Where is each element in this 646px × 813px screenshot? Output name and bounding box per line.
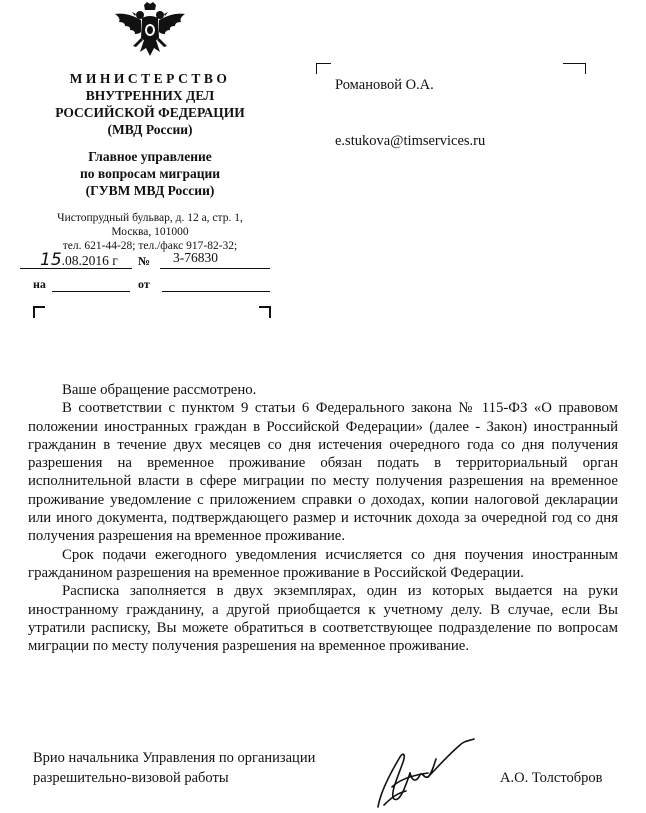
addressee-right-corner-mark	[563, 63, 586, 74]
number-underline	[160, 268, 270, 269]
ministry-name-line-2: ВНУТРЕННИХ ДЕЛ	[85, 88, 215, 103]
date-underline	[20, 268, 132, 269]
signatory-title-line-2: разрешительно-визовой работы	[33, 770, 229, 786]
document-number: 3-76830	[173, 250, 218, 265]
department-name-line-1: Главное управление	[88, 149, 212, 164]
body-paragraph-3: Срок подачи ежегодного уведомления исчисляется со дня поучения иностранным гражданином разрешения на временное проживание в Российской Федерации.	[28, 546, 618, 581]
document-date	[40, 250, 118, 270]
recipient-email: e.stukova@timservices.ru	[335, 133, 486, 149]
body-paragraph-1: Ваше обращение рассмотрено.	[62, 382, 257, 398]
department-name-line-2: по вопросам миграции	[79, 166, 221, 181]
recipient-name: Романовой О.А.	[335, 77, 434, 93]
addressee-left-corner-mark	[316, 63, 331, 74]
signatory-name: А.О. Толстобров	[500, 770, 603, 786]
address-line-3: тел. 621-44-28; тел./факс 917-82-32;	[62, 240, 238, 252]
right-corner-mark	[259, 306, 271, 318]
reference-na-label: на	[33, 277, 46, 291]
date-day-handwritten: 15	[40, 250, 62, 270]
body-paragraph-4: Расписка заполняется в двух экземплярах, один из которых выдается на руки иностранному гражданину, а другой приобщается к учетному делу. В случае, если Вы утратили расписку, Вы можете обратиться в соответствующее подразделение по вопросам миграции по месту получения разрешения на временное проживание.	[28, 583, 618, 655]
handwritten-signature-icon	[370, 735, 480, 813]
reference-ot-label: от	[138, 277, 150, 291]
address-line-1: Чистопрудный бульвар, д. 12 а, стр. 1,	[57, 212, 243, 224]
number-label: №	[138, 254, 151, 268]
reference-na-line	[52, 291, 130, 292]
ministry-name-line-1: МИНИСТЕРСТВО	[69, 71, 231, 86]
signatory-title-line-1: Врио начальника Управления по организации	[33, 750, 316, 766]
ministry-abbreviation: (МВД России)	[107, 122, 193, 137]
letter-body	[28, 381, 618, 655]
address-line-2: Москва, 101000	[111, 226, 189, 238]
ministry-name-line-3: РОССИЙСКОЙ ФЕДЕРАЦИИ	[55, 105, 245, 120]
reference-ot-line	[162, 291, 270, 292]
double-headed-eagle-emblem-icon	[113, 2, 187, 64]
date-month-year: .08.2016 г	[61, 253, 118, 268]
left-corner-mark	[33, 306, 45, 318]
department-abbreviation: (ГУВМ МВД России)	[85, 183, 215, 198]
body-paragraph-2: В соответствии с пунктом 9 статьи 6 Федерального закона № 115-ФЗ «О правовом положении иностранных граждан в Российской Федерации» (далее - Закон) иностранный гражданин в течение двух месяцев со дня истечения очередного года со дня получения разрешения на временное проживание обязан подать в территориальный орган исполнительной власти в сфере миграции по месту получения разрешения на временное проживание уведомление с приложением справки о доходах, копии налоговой декларации или иного документа, подтверждающего размер и источник дохода за очередной год со дня получения разрешения на временное проживание.	[28, 400, 618, 545]
